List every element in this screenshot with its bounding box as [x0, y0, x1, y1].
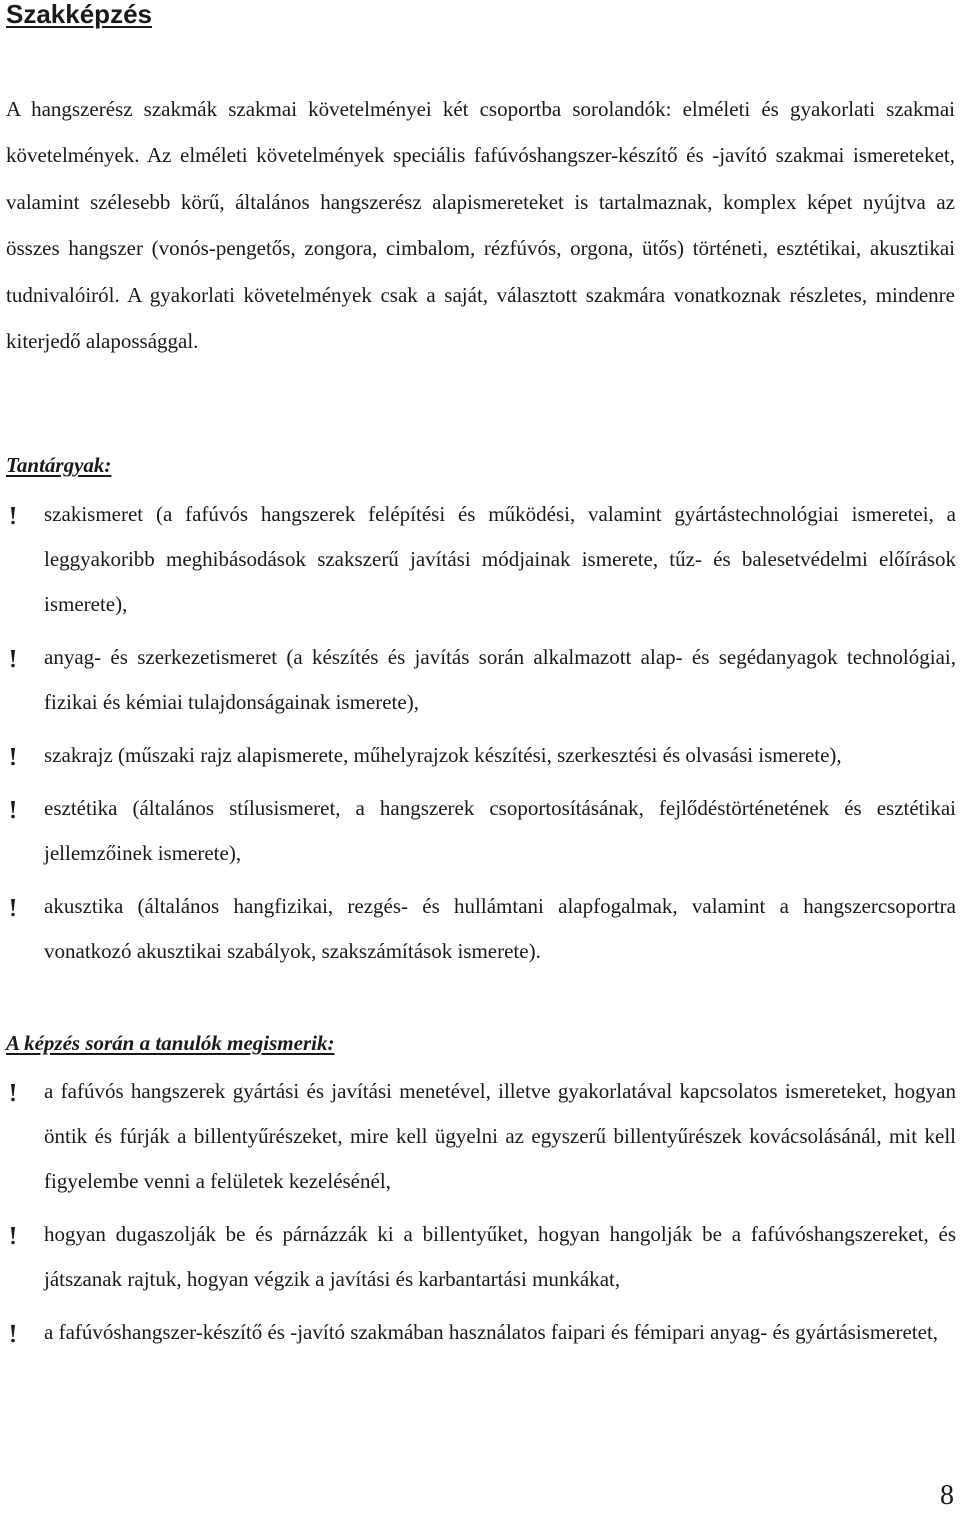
- list-item: [0, 786, 956, 876]
- list-item: [0, 1212, 956, 1302]
- intro-paragraph: A hangszerész szakmák szakmai követelményei két csoportba sorolandók: elméleti és gyakorlati szakmai követelmények. Az elméleti követelmények speciális fafúvóshangszer-készítő és -javító szakmai ismereteket, valamint szélesebb körű, általános hangszerész alapismereteket is tartalmaznak, komplex képet nyújtva az összes hangszer (vonós-pengetős, zongora, cimbalom, rézfúvós, orgona, ütős) történeti, esztétikai, akusztikai tudnivalóiról. A gyakorlati követelmények csak a saját, választott szakmára vonatkoznak részletes, mindenre kiterjedő alapossággal.: [6, 97, 955, 354]
- list-item-text: hogyan dugaszolják be és párnázzák ki a billentyűket, hogyan hangolják be a fafúvóshangszereket, és játszanak rajtuk, hogyan végzik a javítási és karbantartási munkákat,: [44, 1222, 956, 1291]
- list-item: [0, 1310, 956, 1355]
- subjects-heading: Tantárgyak:: [6, 453, 112, 477]
- page-title: Szakképzés: [6, 0, 152, 29]
- list-item: [0, 492, 956, 627]
- training-heading: A képzés során a tanulók megismerik:: [6, 1031, 335, 1055]
- exclamation-bullet-icon: [6, 507, 20, 525]
- exclamation-bullet-icon: [6, 801, 20, 819]
- exclamation-bullet-icon: [6, 748, 20, 766]
- list-item-text: szakrajz (műszaki rajz alapismerete, műhelyrajzok készítési, szerkesztési és olvasási ismerete),: [44, 743, 842, 767]
- exclamation-bullet-icon: [6, 899, 20, 917]
- list-item: [0, 733, 956, 778]
- exclamation-bullet-icon: [6, 650, 20, 668]
- exclamation-bullet-icon: [6, 1227, 20, 1245]
- page-number: 8: [940, 1480, 954, 1511]
- list-item-text: szakismeret (a fafúvós hangszerek felépítési és működési, valamint gyártástechnológiai ismeretei, a leggyakoribb meghibásodások szakszerű javítási módjainak ismerete, tűz- és balesetvédelmi előírások ismerete),: [44, 502, 956, 616]
- list-item-text: a fafúvós hangszerek gyártási és javítási menetével, illetve gyakorlatával kapcsolatos ismereteket, hogyan öntik és fúrják a billentyűrészeket, mire kell ügyelni az egyszerű billentyűrészek kovácsolásánál, mit kell figyelembe venni a felületek kezelésénél,: [44, 1079, 956, 1193]
- list-item-text: a fafúvóshangszer-készítő és -javító szakmában használatos faipari és fémipari anyag- és gyártásismeretet,: [44, 1320, 939, 1344]
- list-item: [0, 635, 956, 725]
- exclamation-bullet-icon: [6, 1084, 20, 1102]
- list-item-text: akusztika (általános hangfizikai, rezgés- és hullámtani alapfogalmak, valamint a hangszercsoportra vonatkozó akusztikai szabályok, szakszámítások ismerete).: [44, 894, 956, 963]
- list-item-text: anyag- és szerkezetismeret (a készítés és javítás során alkalmazott alap- és segédanyagok technológiai, fizikai és kémiai tulajdonságainak ismerete),: [44, 645, 956, 714]
- exclamation-bullet-icon: [6, 1325, 20, 1343]
- list-item: [0, 884, 956, 974]
- training-list: [0, 1069, 960, 1363]
- list-item-text: esztétika (általános stílusismeret, a hangszerek csoportosításának, fejlődéstörténetének és esztétikai jellemzőinek ismerete),: [44, 796, 956, 865]
- list-item: [0, 1069, 956, 1204]
- subjects-list: [0, 492, 960, 982]
